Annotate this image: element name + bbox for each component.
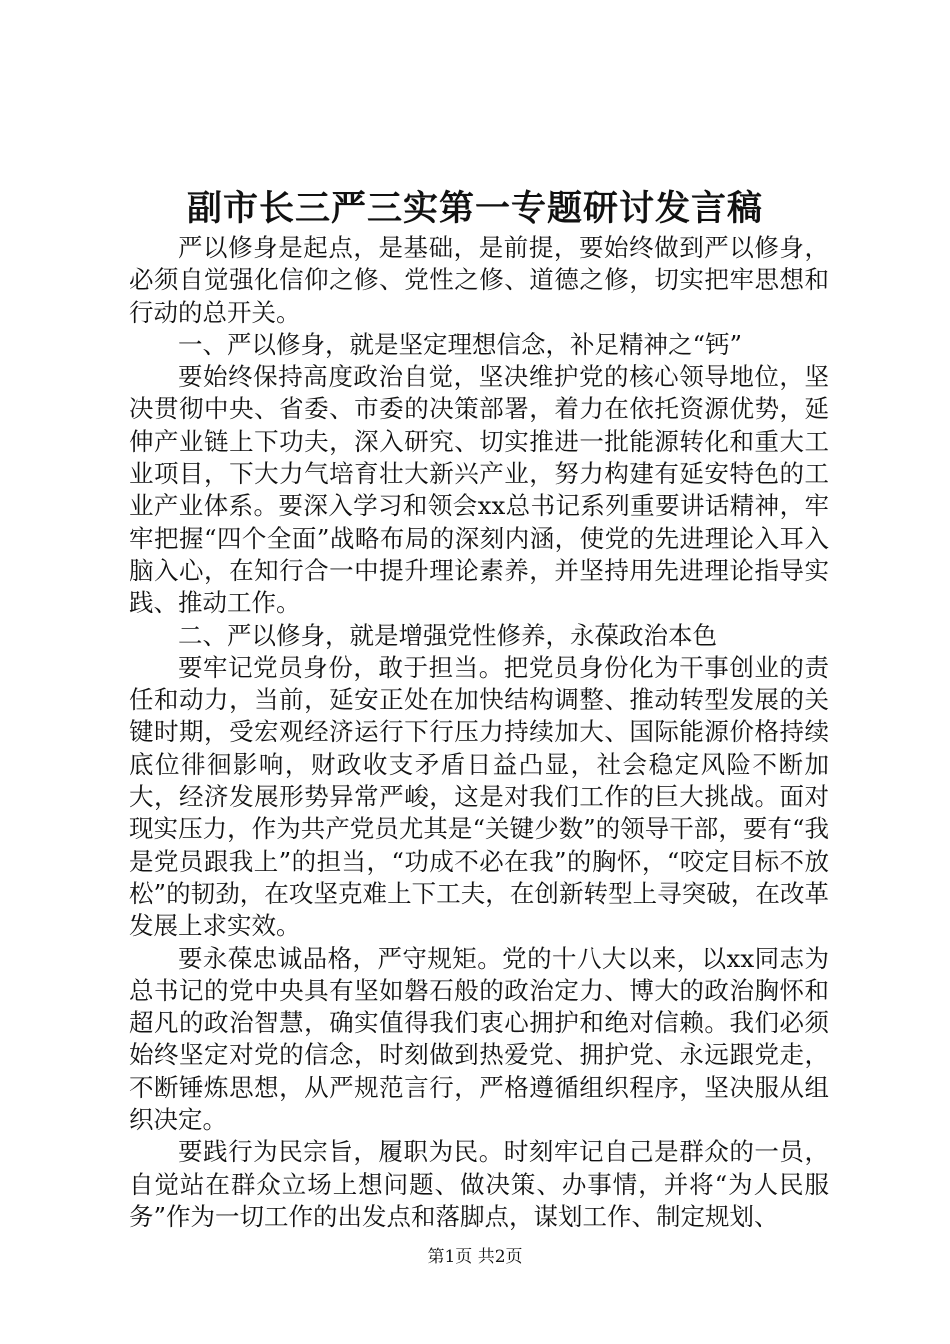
body-paragraph: 要牢记党员身份，敢于担当。把党员身份化为干事创业的责任和动力，当前，延安正处在加快结构调整、推动转型发展的关键时期，受宏观经济运行下行压力持续加大、国际能源价格持续底位徘徊影响，财政收支矛盾日益凸显，社会稳定风险不断加大，经济发展形势异常严峻，这是对我们工作的巨大挑战。面对现实压力，作为共产党员尤其是“关键少数”的领导干部，要有“我是党员跟我上”的担当，“功成不必在我”的胸怀，“咬定目标不放松”的韧劲，在攻坚克难上下工夫，在创新转型上寻突破，在改革发展上求实效。 — [129, 652, 829, 941]
body-paragraph: 要始终保持高度政治自觉，坚决维护党的核心领导地位，坚决贯彻中央、省委、市委的决策部署，着力在依托资源优势，延伸产业链上下功夫，深入研究、切实推进一批能源转化和重大工业项目，下大力气培育壮大新兴产业，努力构建有延安特色的工业产业体系。要深入学习和领会xx总书记系列重要讲话精神，牢牢把握“四个全面”战略布局的深刻内涵，使党的先进理论入耳入脑入心，在知行合一中提升理论素养，并坚持用先进理论指导实践、推动工作。 — [129, 362, 829, 618]
body-paragraph: 要永葆忠诚品格，严守规矩。党的十八大以来，以xx同志为总书记的党中央具有坚如磐石般的政治定力、博大的政治胸怀和超凡的政治智慧，确实值得我们衷心拥护和绝对信赖。我们必须始终坚定对党的信念，时刻做到热爱党、拥护党、永远跟党走，不断锤炼思想，从严规范言行，严格遵循组织程序，坚决服从组织决定。 — [129, 943, 829, 1135]
section-heading-2: 二、严以修身，就是增强党性修养，永葆政治本色 — [178, 620, 717, 650]
intro-paragraph: 严以修身是起点，是基础，是前提，要始终做到严以修身，必须自觉强化信仰之修、党性之修、道德之修，切实把牢思想和行动的总开关。 — [129, 233, 829, 327]
page-footer: 第1页 共2页 — [427, 1247, 523, 1267]
section-heading-1: 一、严以修身，就是坚定理想信念，补足精神之“钙” — [178, 329, 743, 359]
document-title: 副市长三严三实第一专题研讨发言稿 — [186, 188, 763, 229]
document-body — [129, 232, 829, 1233]
body-paragraph: 要践行为民宗旨，履职为民。时刻牢记自己是群众的一员，自觉站在群众立场上想问题、做决策、办事情，并将“为人民服务”作为一切工作的出发点和落脚点，谋划工作、制定规划、 — [129, 1137, 829, 1231]
